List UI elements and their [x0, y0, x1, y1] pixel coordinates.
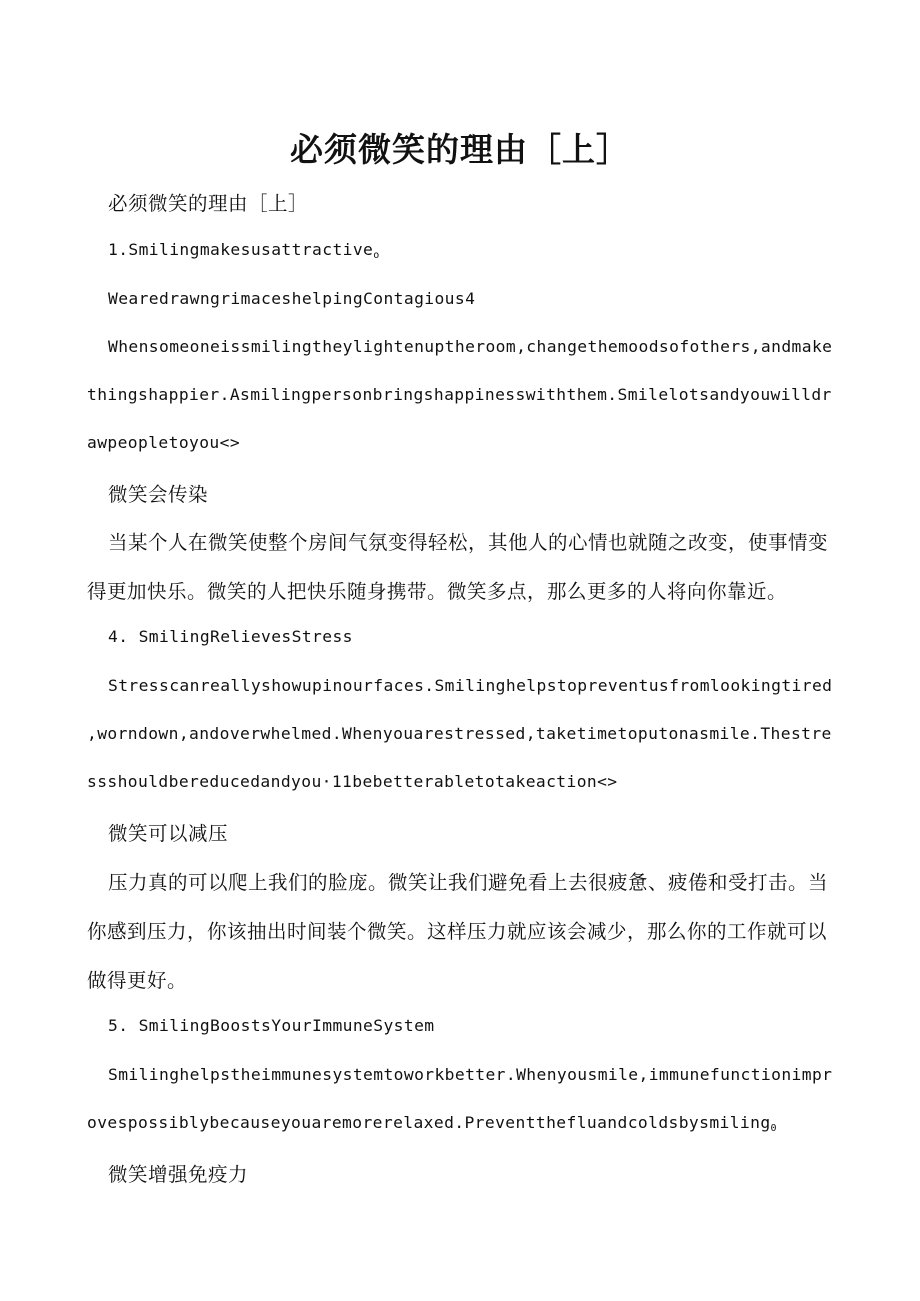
section-heading: 微笑增强免疫力 [108, 1163, 249, 1186]
subtitle-line: 必须微笑的理由［上］ [108, 192, 309, 215]
heading-1-text: 1.Smilingmakesusattractive [108, 240, 374, 259]
paragraph-line [87, 1113, 833, 1134]
paragraph-line: 当某个人在微笑使整个房间气氛变得轻松，其他人的心情也就随之改变，使事情变 [108, 531, 829, 554]
paragraph-mark: 0 [770, 1123, 777, 1134]
paragraph-line: 你感到压力，你该抽出时间装个微笑。这样压力就应该会减少，那么你的工作就可以 [87, 920, 828, 943]
paragraph-line: 得更加快乐。微笑的人把快乐随身携带。微笑多点，那么更多的人将向你靠近。 [87, 580, 788, 603]
paragraph-line: ssshouldbereducedandyou·11bebetterabletotakeaction<> [87, 772, 618, 791]
heading-5: 5. SmilingBoostsYourImmuneSystem [108, 1016, 435, 1035]
paragraph-line: Smilinghelpstheimmunesystemtoworkbetter.Whenyousmile,immunefunctionimpr [108, 1065, 833, 1084]
heading-1-mark: o [373, 250, 380, 261]
paragraph-line: Whensomeoneissmilingtheylightenuptheroom,changethemoodsofothers,andmake [108, 337, 833, 356]
paragraph-line: Stresscanreallyshowupinourfaces.Smilinghelpstopreventusfromlookingtired [108, 676, 833, 695]
document-title: 必须微笑的理由［上］ [290, 130, 630, 169]
heading-2: WearedrawngrimaceshelpingContagious4 [108, 289, 476, 308]
paragraph-line: awpeopletoyou<> [87, 433, 241, 452]
paragraph-line: ,worndown,andoverwhelmed.Whenyouarestressed,taketimetoputonasmile.Thestre [87, 724, 832, 743]
section-heading: 微笑可以减压 [108, 822, 229, 845]
paragraph-line: 做得更好。 [87, 969, 188, 992]
paragraph-line: 压力真的可以爬上我们的脸庞。微笑让我们避免看上去很疲惫、疲倦和受打击。当 [108, 871, 829, 894]
paragraph-text: ovespossiblybecauseyouaremorerelaxed.Preventthefluandcoldsbysmiling [87, 1113, 771, 1132]
heading-1 [108, 240, 833, 261]
paragraph-line: thingshappier.Asmilingpersonbringshappinesswiththem.Smilelotsandyouwilldr [87, 385, 832, 404]
section-heading: 微笑会传染 [108, 483, 209, 506]
heading-4: 4. SmilingRelievesStress [108, 627, 353, 646]
